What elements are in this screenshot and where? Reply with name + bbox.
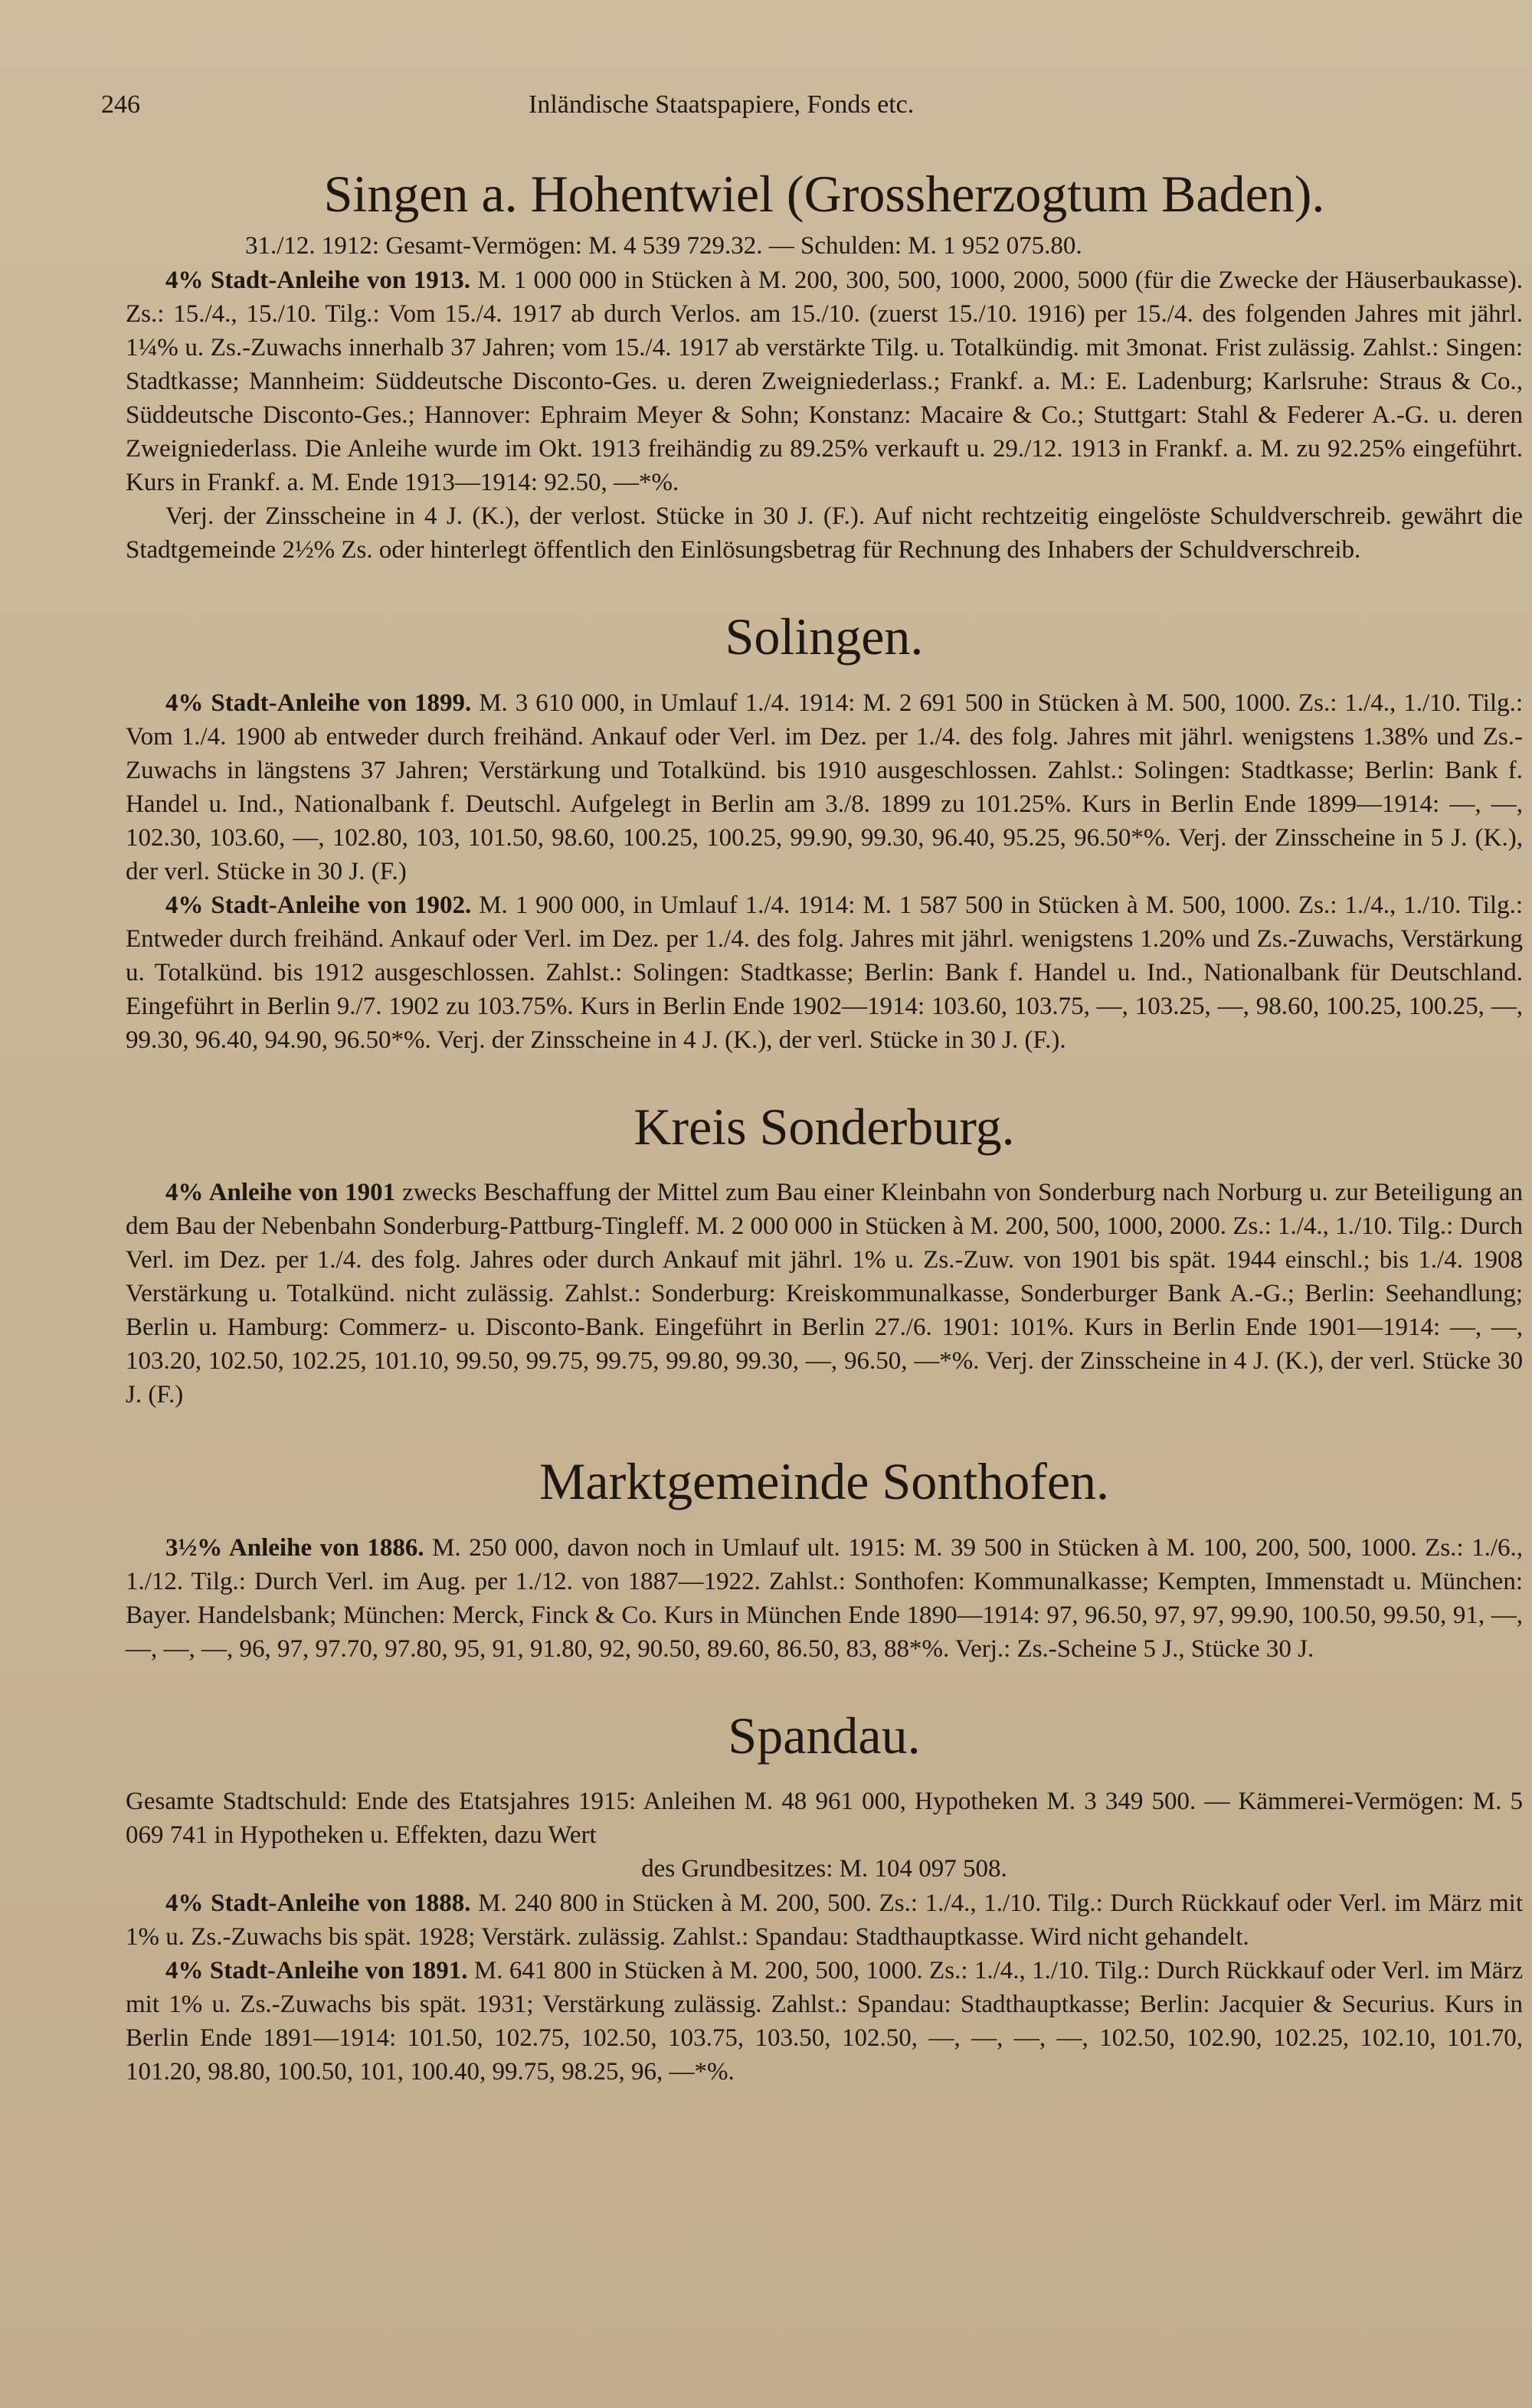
- running-title: Inländische Staatspapiere, Fonds etc.: [529, 90, 915, 119]
- paragraph: [126, 686, 1523, 888]
- section-subline: 31./12. 1912: Gesamt-Vermögen: M. 4 539 729.32. — Schulden: M. 1 952 075.80.: [245, 232, 1082, 260]
- intro-text: Gesamte Stadtschuld: Ende des Etatsjahres 1915: Anleihen M. 48 961 000, Hypotheken M. 3 349 500. — Kämmerei-Vermögen: M. 5 069 741 in Hypotheken u. Effekten, dazu Wert: [126, 1787, 1523, 1849]
- paragraph-text: zwecks Beschaffung der Mittel zum Bau einer Kleinbahn von Sonderburg nach Norburg u. zur Beteiligung an dem Bau der Nebenbahn Sonderburg-Pattburg-Tinglеff. M. 2 000 000 in Stücken à M. 200, 500, 1000, 2000. Zs.: 1./4., 1./10. Tilg.: Durch Verl. im Dez. per 1./4. des folg. Jahres oder durch Ankauf mit jährl. 1% u. Zs.-Zuw. von 1901 bis spät. 1944 einschl.; bis 1./4. 1908 Verstärkung u. Totalkünd. nicht zulässig. Zahlst.: Sonderburg: Kreiskommunalkasse, Sonderburger Bank A.-G.; Berlin: Seehandlung; Berlin u. Hamburg: Commerz- u. Disconto-Bank. Eingeführt in Berlin 27./6. 1901: 101%. Kurs in Berlin Ende 1901—1914: —, —, 103.20, 102.50, 102.25, 101.10, 99.50, 99.75, 99.75, 99.80, 99.30, —, 96.50, —*%. Verj. der Zinsscheine in 4 J. (K.), der verl. Stücke 30 J. (F.): [126, 1179, 1523, 1409]
- paragraph-lead: 4% Stadt-Anleihe von 1913.: [165, 267, 470, 295]
- paragraph-lead: 3½% Anleihe von 1886.: [165, 1533, 424, 1562]
- paragraph-text: M. 250 000, davon noch in Umlauf ult. 1915: M. 39 500 in Stücken à M. 100, 200, 500, 1000. Zs.: 1./6., 1./12. Tilg.: Durch Verl. im Aug. per 1./12. von 1887—1922. Zahlst.: Sonthofen: Kommunalkasse; Kempten, Immenstadt u. München: Bayer. Handelsbank; München: Merck, Finck & Co. Kurs in München Ende 1890—1914: 97, 96.50, 97, 97, 99.90, 100.50, 99.50, 91, —, —, —, —, 96, 97, 97.70, 97.80, 95, 91, 91.80, 92, 90.50, 89.60, 86.50, 83, 88*%. Verj.: Zs.-Scheine 5 J., Stücke 30 J.: [126, 1533, 1523, 1663]
- intro-center-line: des Grundbesitzes: M. 104 097 508.: [641, 1854, 1007, 1883]
- paragraph: [126, 1176, 1523, 1412]
- section-sonthofen: [126, 1454, 1523, 1665]
- paragraph-lead: 4% Stadt-Anleihe von 1902.: [165, 891, 472, 919]
- section-title: Kreis Sonderburg.: [633, 1097, 1015, 1156]
- paragraph-lead: 4% Stadt-Anleihe von 1888.: [165, 1889, 471, 1917]
- paragraph: [126, 499, 1523, 567]
- section-singen: [126, 167, 1523, 567]
- section-spandau: [126, 1706, 1523, 2089]
- paragraph-lead: 4% Stadt-Anleihe von 1899.: [165, 689, 472, 717]
- paragraph-text: M. 1 900 000, in Umlauf 1./4. 1914: M. 1 587 500 in Stücken à M. 500, 1000. Zs.: 1./4., 1./10. Tilg.: Entweder durch freihänd. Ankauf oder Verl. im Dez. per 1./4. des folg. Jahres mit jährl. wenigstens 1.20% und Zs.-Zuwachs, Verstärkung u. Totalkünd. bis 1912 ausgeschlossen. Zahlst.: Solingen: Stadtkasse; Berlin: Bank f. Handel u. Ind., Nationalbank für Deutschland. Eingeführt in Berlin 9./7. 1902 zu 103.75%. Kurs in Berlin Ende 1902—1914: 103.60, 103.75, —, 103.25, —, 98.60, 100.25, 100.25, —, 99.30, 96.40, 94.90, 96.50*%. Verj. der Zinsscheine in 4 J. (K.), der verl. Stücke in 30 J. (F.).: [126, 891, 1523, 1054]
- running-header: [101, 90, 1523, 136]
- paragraph-text: M. 1 000 000 in Stücken à M. 200, 300, 500, 1000, 2000, 5000 (für die Zwecke der Häuserbaukasse). Zs.: 15./4., 15./10. Tilg.: Vom 15./4. 1917 ab durch Verlos. am 15./10. (zuerst 15./10. 1916) per 15./4. des folgenden Jahres mit jährl. 1¼% u. Zs.-Zuwachs innerhalb 37 Jahren; vom 15./4. 1917 ab verstärkte Tilg. u. Totalkündig. mit 3monat. Frist zulässig. Zahlst.: Singen: Stadtkasse; Mannheim: Süddeutsche Disconto-Ges. u. deren Zweigniederlass.; Frankf. a. M.: E. Ladenburg; Karlsruhe: Straus & Co., Süddeutsche Disconto-Ges.; Hannover: Ephraim Meyer & Sohn; Konstanz: Macaire & Co.; Stuttgart: Stahl & Federer A.-G. u. deren Zweigniederlass. Die Anleihe wurde im Okt. 1913 freihändig zu 89.25% verkauft u. 29./12. 1913 in Frankf. a. M. zu 92.25% eingeführt. Kurs in Frankf. a. M. Ende 1913—1914: 92.50, —*%.: [126, 267, 1523, 497]
- paragraph: [126, 1531, 1523, 1666]
- section-solingen: [126, 607, 1523, 1056]
- section-kreis-sonderburg: [126, 1097, 1523, 1412]
- page-number: 246: [101, 90, 140, 119]
- paragraph-lead: 4% Anleihe von 1901: [165, 1179, 396, 1207]
- paragraph-text: M. 641 800 in Stücken à M. 200, 500, 1000. Zs.: 1./4., 1./10. Tilg.: Durch Rückkauf oder Verl. im März mit 1% u. Zs.-Zuwachs bis spät. 1931; Verstärkung zulässig. Zahlst.: Spandau: Stadthauptkasse; Berlin: Jacquier & Securius. Kurs in Berlin Ende 1891—1914: 101.50, 102.75, 102.50, 103.75, 103.50, 102.50, —, —, —, —, 102.50, 102.90, 102.25, 102.10, 101.70, 101.20, 98.80, 100.50, 101, 100.40, 99.75, 98.25, 96, —*%.: [126, 1956, 1523, 2086]
- paragraph-text: Verj. der Zinsscheine in 4 J. (K.), der verlost. Stücke in 30 J. (F.). Auf nicht rechtzeitig eingelöste Schuldverschreib. gewährt die Stadtgemeinde 2½% Zs. oder hinterlegt öffentlich den Einlösungsbetrag für Rechnung des Inhabers der Schuldverschreib.: [126, 502, 1523, 564]
- paragraph-text: M. 3 610 000, in Umlauf 1./4. 1914: M. 2 691 500 in Stücken à M. 500, 1000. Zs.: 1./4., 1./10. Tilg.: Vom 1./4. 1900 ab entweder durch freihänd. Ankauf oder Verl. im Dez. per 1./4. des folg. Jahres mit jährl. wenigstens 1.38% und Zs.-Zuwachs in längstens 37 Jahren; Verstärkung und Totalkünd. bis 1910 ausgeschlossen. Zahlst.: Solingen: Stadtkasse; Berlin: Bank f. Handel u. Ind., Nationalbank f. Deutschl. Aufgelegt in Berlin am 3./8. 1899 zu 101.25%. Kurs in Berlin Ende 1899—1914: —, —, 102.30, 103.60, —, 102.80, 103, 101.50, 98.60, 100.25, 100.25, 99.90, 99.30, 96.40, 95.25, 96.50*%. Verj. der Zinsscheine in 5 J. (K.), der verl. Stücke in 30 J. (F.): [126, 689, 1523, 885]
- paragraph-text: M. 240 800 in Stücken à M. 200, 500. Zs.: 1./4., 1./10. Tilg.: Durch Rückkauf oder Verl. im März mit 1% u. Zs.-Zuwachs bis spät. 1928; Verstärk. zulässig. Zahlst.: Spandau: Stadthauptkasse. Wird nicht gehandelt.: [126, 1889, 1523, 1951]
- paragraph: [126, 263, 1523, 499]
- paragraph: [126, 888, 1523, 1057]
- section-title: Spandau.: [728, 1706, 921, 1765]
- section-title: Solingen.: [725, 607, 924, 666]
- paragraph-lead: 4% Stadt-Anleihe von 1891.: [165, 1956, 468, 1984]
- paragraph: [126, 1954, 1523, 2089]
- section-title: Marktgemeinde Sonthofen.: [538, 1452, 1110, 1511]
- paragraph: [126, 1886, 1523, 1954]
- section-title: Singen a. Hohentwiel (Grossherzogtum Baden).: [323, 165, 1325, 223]
